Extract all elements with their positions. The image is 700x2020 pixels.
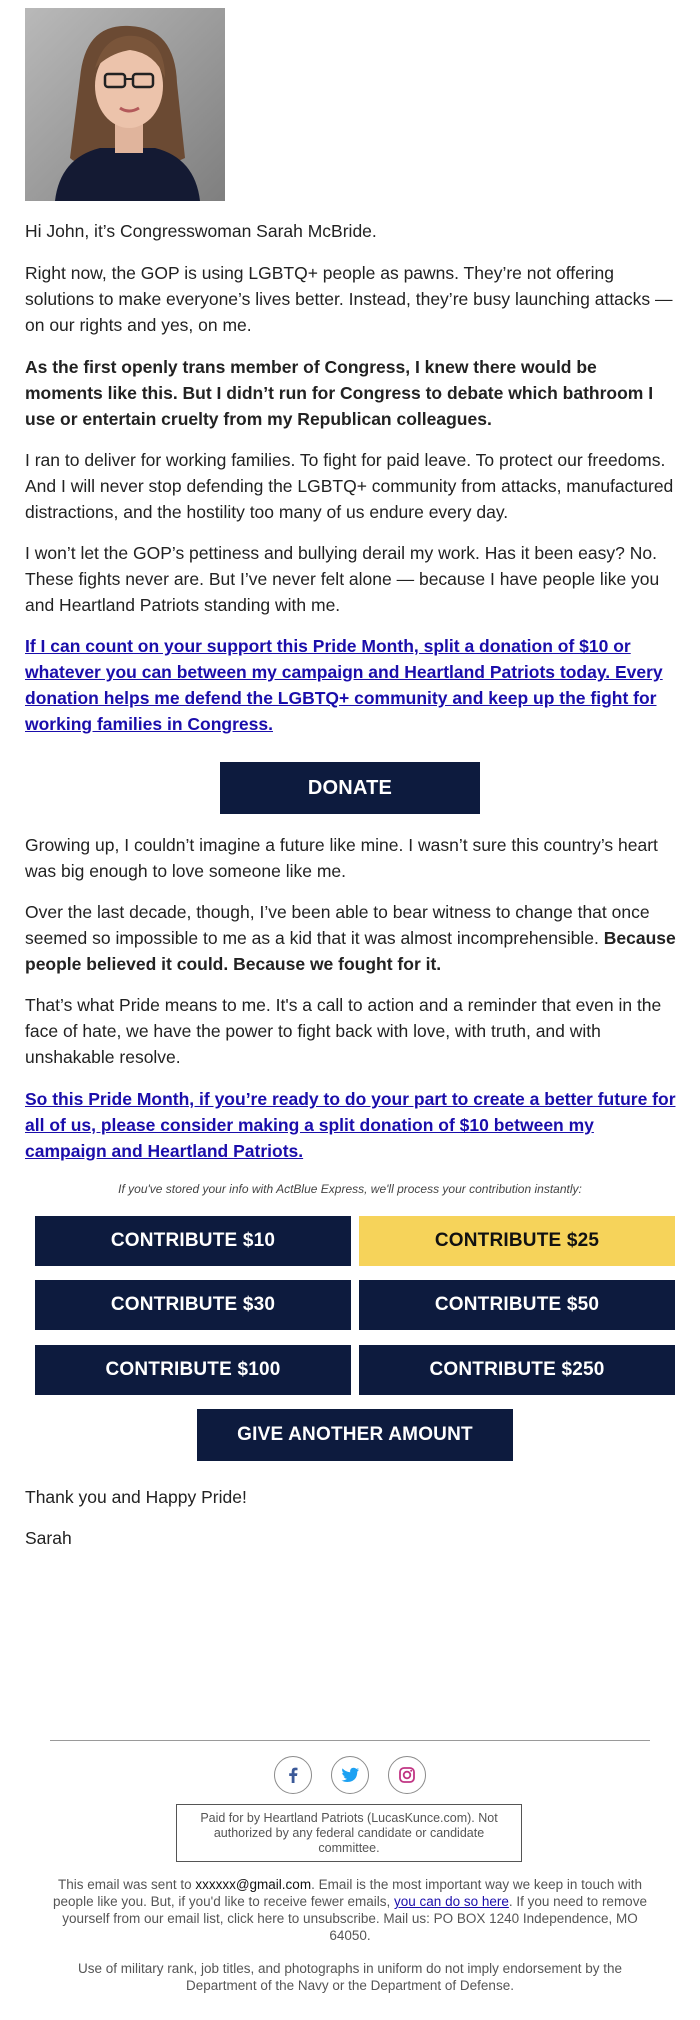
recipient-email: xxxxxx@gmail.com: [195, 1877, 312, 1892]
closing: Thank you and Happy Pride!: [25, 1487, 247, 1507]
contribute-100-button[interactable]: CONTRIBUTE $100: [35, 1345, 351, 1395]
paragraph-2-bold: As the first openly trans member of Congress, I knew there would be moments like this. But I didn’t run for Congress to debate which bathroom I use or entertain cruelty from my Republican colleagues.: [25, 357, 654, 429]
actblue-express-note: If you've stored your info with ActBlue Express, we'll process your contribution instantly:: [118, 1182, 582, 1196]
paragraph-5: Growing up, I couldn’t imagine a future like mine. I wasn’t sure this country’s heart was big enough to love someone like me.: [25, 835, 658, 881]
paragraph-1: Right now, the GOP is using LGBTQ+ people as pawns. They’re not offering solutions to make everyone’s lives better. Instead, they’re busy launching attacks — on our rights and yes, on me.: [25, 263, 673, 335]
paragraph-6: [25, 899, 677, 977]
paragraph-3: I ran to deliver for working families. To fight for paid leave. To protect our freedoms. And I will never stop defending the LGBTQ+ community from attacks, manufactured distractions, and the hostility too many of us endure every day.: [25, 450, 674, 522]
sent-to-suffix: . If you need to remove yourself from our email list, click here to unsubscribe. Mail us: PO BOX 1240 Independence, MO 64050.: [62, 1894, 647, 1943]
contribute-250-button[interactable]: CONTRIBUTE $250: [359, 1345, 675, 1395]
sent-to-middle: . Email is the most important way we keep in touch with people like you. But, if you'd like to receive fewer emails,: [53, 1877, 642, 1909]
paragraph-7: That’s what Pride means to me. It's a call to action and a reminder that even in the face of hate, we have the power to fight back with love, with truth, and with unshakable resolve.: [25, 995, 662, 1067]
contribute-10-button[interactable]: CONTRIBUTE $10: [35, 1216, 351, 1266]
paid-for-disclaimer: Paid for by Heartland Patriots (LucasKunce.com). Not authorized by any federal candidate or candidate committee.: [176, 1804, 522, 1862]
footer-email-notice: [50, 1876, 650, 1944]
facebook-icon[interactable]: [274, 1756, 312, 1794]
contribute-25-button[interactable]: CONTRIBUTE $25: [359, 1216, 675, 1266]
fewer-emails-link[interactable]: you can do so here: [394, 1894, 509, 1909]
military-disclaimer: Use of military rank, job titles, and photographs in uniform do not imply endorsement by the Department of the Navy or the Department of Defense.: [77, 1961, 623, 1993]
twitter-icon[interactable]: [331, 1756, 369, 1794]
paragraph-4: I won’t let the GOP’s pettiness and bullying derail my work. Has it been easy? No. These fights never are. But I’ve never felt alone — because I have people like you and Heartland Patriots standing with me.: [25, 543, 660, 615]
signature: Sarah: [25, 1528, 72, 1548]
headshot-photo: [25, 8, 225, 201]
footer-divider: [50, 1740, 650, 1741]
contribute-50-button[interactable]: CONTRIBUTE $50: [359, 1280, 675, 1330]
instagram-icon[interactable]: [388, 1756, 426, 1794]
contribute-30-button[interactable]: CONTRIBUTE $30: [35, 1280, 351, 1330]
donate-link-paragraph-2[interactable]: So this Pride Month, if you’re ready to do your part to create a better future for all of us, please consider making a split donation of $10 between my campaign and Heartland Patriots.: [25, 1089, 676, 1161]
donate-link-paragraph-1[interactable]: If I can count on your support this Pride Month, split a donation of $10 or whatever you can between my campaign and Heartland Patriots today. Every donation helps me defend the LGBTQ+ community and keep up the fight for working families in Congress.: [25, 636, 663, 734]
paragraph-6-text: Over the last decade, though, I’ve been able to bear witness to change that once seemed so impossible to me as a kid that it was almost incomprehensible.: [25, 902, 650, 948]
donate-button[interactable]: DONATE: [220, 762, 480, 814]
greeting: Hi John, it’s Congresswoman Sarah McBride.: [25, 221, 377, 241]
paragraph-6-bold: Because people believed it could. Because we fought for it.: [25, 928, 676, 974]
give-another-amount-button[interactable]: GIVE ANOTHER AMOUNT: [197, 1409, 513, 1461]
sent-to-prefix: This email was sent to: [58, 1877, 196, 1892]
